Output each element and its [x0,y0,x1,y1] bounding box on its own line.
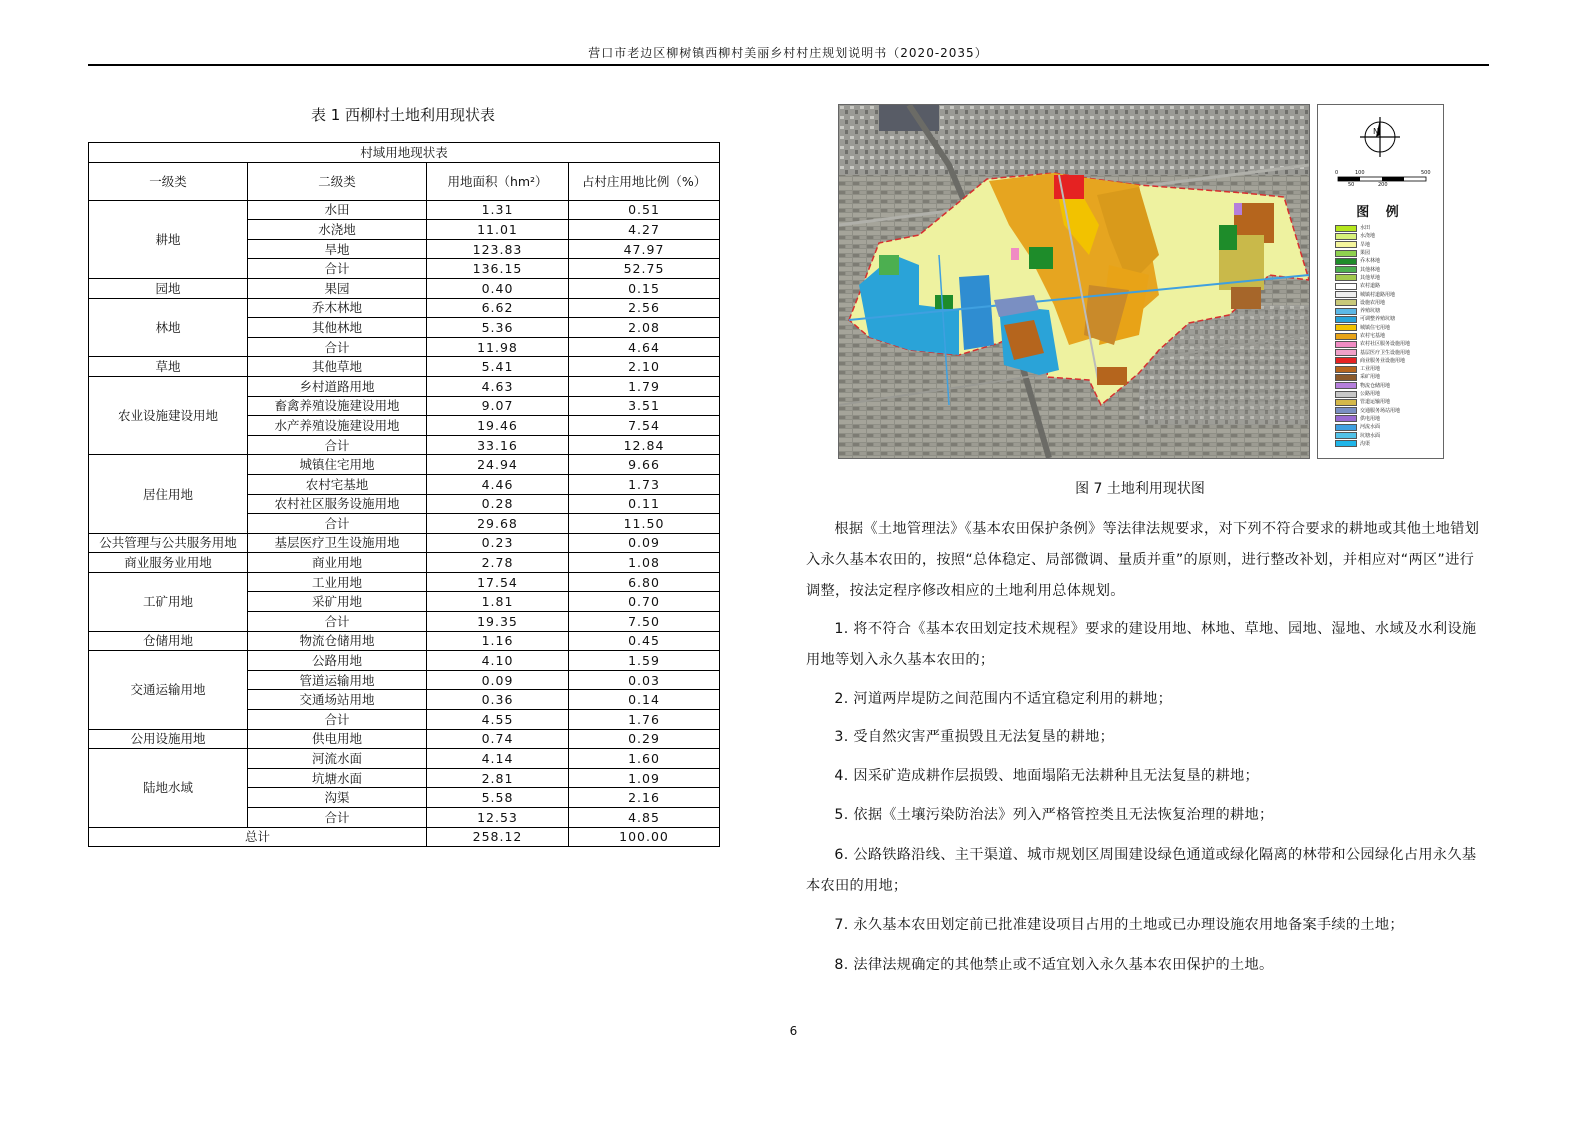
list-item: 3. 受自然灾害严重损毁且无法复垦的耕地； [834,729,1115,745]
legend-item [1335,340,1441,348]
ratio-cell: 1.60 [569,749,720,769]
legend-item [1335,332,1441,340]
legend-item [1335,357,1441,365]
ratio-cell: 2.10 [569,357,720,377]
secondary-category-cell: 商业用地 [248,553,427,573]
ratio-cell: 12.84 [569,435,720,455]
area-cell: 1.16 [427,631,569,651]
legend-label: 水田 [1360,225,1371,232]
legend-label: 旱地 [1360,241,1371,248]
legend-item [1335,299,1441,307]
table-caption: 表 1 西柳村土地利用现状表 [310,106,496,124]
primary-category-cell: 工矿用地 [89,572,248,631]
area-cell: 4.14 [427,749,569,769]
ratio-cell: 52.75 [569,259,720,279]
legend-swatch [1335,341,1357,348]
legend-label: 基层医疗卫生设施用地 [1360,349,1411,356]
table-row [89,533,720,553]
secondary-category-cell: 旱地 [248,239,427,259]
area-cell: 5.36 [427,318,569,338]
legend-label: 公路用地 [1360,391,1381,398]
list-item: 6. 公路铁路沿线、主干渠道、城市规划区周围建设绿色通道或绿化隔离的林带和公园绿化占用永久基本农田的用地； [806,847,1477,894]
legend-item [1335,232,1441,240]
legend-label: 沟渠 [1360,440,1371,447]
legend-label: 农村社区服务设施用地 [1360,341,1411,348]
area-cell: 0.23 [427,533,569,553]
legend-swatch [1335,357,1357,364]
legend-label: 其他林地 [1360,266,1381,273]
primary-category-cell: 农业设施建设用地 [89,376,248,454]
ratio-cell: 4.27 [569,220,720,240]
ratio-cell: 47.97 [569,239,720,259]
secondary-category-cell: 其他林地 [248,318,427,338]
legend-label: 供电用地 [1360,415,1381,422]
legend-swatch [1335,382,1357,389]
primary-category-cell: 公用设施用地 [89,729,248,749]
ratio-cell: 1.73 [569,474,720,494]
area-cell: 5.41 [427,357,569,377]
area-cell: 17.54 [427,572,569,592]
secondary-category-cell: 水浇地 [248,220,427,240]
ratio-cell: 0.09 [569,533,720,553]
ratio-cell: 0.51 [569,200,720,220]
secondary-category-cell: 合计 [248,259,427,279]
secondary-category-cell: 农村社区服务设施用地 [248,494,427,514]
ratio-cell: 0.11 [569,494,720,514]
secondary-category-cell: 交通场站用地 [248,690,427,710]
legend-swatch [1335,391,1357,398]
ratio-cell: 2.16 [569,788,720,808]
legend-label: 农村道路 [1360,283,1381,290]
area-cell: 2.78 [427,553,569,573]
table-row [89,729,720,749]
legend-swatch [1335,399,1357,406]
legend-item [1335,274,1441,282]
legend-item [1335,373,1441,381]
legend-item [1335,382,1441,390]
secondary-category-cell: 公路用地 [248,651,427,671]
primary-category-cell: 仓储用地 [89,631,248,651]
area-cell: 6.62 [427,298,569,318]
legend-label: 乔木林地 [1360,258,1381,265]
area-cell: 29.68 [427,514,569,534]
area-cell: 19.46 [427,416,569,436]
legend-label: 城镇村道路用地 [1360,291,1396,298]
ratio-cell: 2.08 [569,318,720,338]
table-total-row [89,827,720,847]
legend-label: 交通服务场站用地 [1360,407,1401,414]
table-header-row [89,162,720,200]
legend-swatch [1335,424,1357,431]
table-section-title: 村域用地现状表 [89,143,720,163]
scale-label: 0 [1335,170,1339,176]
list-item: 4. 因采矿造成耕作层损毁、地面塌陷无法耕种且无法复垦的耕地； [834,768,1259,784]
secondary-category-cell: 果园 [248,278,427,298]
total-ratio-cell: 100.00 [569,827,720,847]
legend-swatch [1335,349,1357,356]
ratio-cell: 1.09 [569,768,720,788]
secondary-category-cell: 采矿用地 [248,592,427,612]
legend-item [1335,365,1441,373]
list-item: 1. 将不符合《基本农田划定技术规程》要求的建设用地、林地、草地、园地、湿地、水域及水利设施用地等划入永久基本农田的； [806,621,1477,668]
secondary-category-cell: 合计 [248,808,427,828]
legend-item [1335,324,1441,332]
area-cell: 2.81 [427,768,569,788]
legend-label: 工业用地 [1360,366,1381,373]
primary-category-cell: 耕地 [89,200,248,278]
legend-swatch [1335,366,1357,373]
legend-item [1335,307,1441,315]
secondary-category-cell: 合计 [248,612,427,632]
legend-title: 图 例 [1356,205,1405,220]
legend-swatch [1335,432,1357,439]
figure-caption: 图 7 土地利用现状图 [1075,481,1205,497]
legend-swatch [1335,324,1357,331]
primary-category-cell: 林地 [89,298,248,357]
list-item: 8. 法律法规确定的其他禁止或不适宜划入永久基本农田保护的土地。 [834,957,1274,973]
area-cell: 123.83 [427,239,569,259]
secondary-category-cell: 乡村道路用地 [248,376,427,396]
header-divider [88,64,1489,66]
ratio-cell: 0.45 [569,631,720,651]
ratio-cell: 0.15 [569,278,720,298]
land-use-map-image [839,105,1309,458]
table-section-row [89,143,720,163]
ratio-cell: 1.76 [569,710,720,730]
secondary-category-cell: 农村宅基地 [248,474,427,494]
legend-label: 养殖坑塘 [1360,308,1381,315]
legend-item [1335,431,1441,439]
secondary-category-cell: 供电用地 [248,729,427,749]
legend-item [1335,315,1441,323]
list-item: 5. 依据《土壤污染防治法》列入严格管控类且无法恢复治理的耕地； [834,807,1274,823]
ratio-cell: 9.66 [569,455,720,475]
secondary-category-cell: 合计 [248,710,427,730]
table-row [89,278,720,298]
list-item: 7. 永久基本农田划定前已批准建设项目占用的土地或已办理设施农用地备案手续的土地； [834,917,1404,933]
area-cell: 0.09 [427,670,569,690]
legend-swatch [1335,283,1357,290]
page-number: 6 [789,1024,798,1038]
legend-item [1335,423,1441,431]
secondary-category-cell: 河流水面 [248,749,427,769]
area-cell: 0.28 [427,494,569,514]
legend-label: 城镇住宅用地 [1360,324,1391,331]
area-cell: 0.36 [427,690,569,710]
ratio-cell: 4.85 [569,808,720,828]
legend-swatch [1335,274,1357,281]
area-cell: 5.58 [427,788,569,808]
column-header: 一级类 [89,162,248,200]
secondary-category-cell: 工业用地 [248,572,427,592]
legend-item [1335,415,1441,423]
area-cell: 19.35 [427,612,569,632]
primary-category-cell: 居住用地 [89,455,248,533]
legend-swatch [1335,258,1357,265]
legend-list [1335,224,1441,448]
secondary-category-cell: 沟渠 [248,788,427,808]
area-cell: 4.63 [427,376,569,396]
ratio-cell: 0.29 [569,729,720,749]
area-cell: 4.55 [427,710,569,730]
primary-category-cell: 园地 [89,278,248,298]
ratio-cell: 0.14 [569,690,720,710]
table-row [89,357,720,377]
area-cell: 0.40 [427,278,569,298]
legend-label: 可调整养殖坑塘 [1360,316,1396,323]
secondary-category-cell: 合计 [248,337,427,357]
secondary-category-cell: 物流仓储用地 [248,631,427,651]
area-cell: 9.07 [427,396,569,416]
legend-label: 坑塘水面 [1360,432,1381,439]
primary-category-cell: 陆地水域 [89,749,248,827]
legend-label: 河流水面 [1360,424,1381,431]
legend-swatch [1335,308,1357,315]
legend-swatch [1335,333,1357,340]
legend-label: 农村宅基地 [1360,333,1386,339]
area-cell: 11.01 [427,220,569,240]
table-row [89,376,720,396]
ratio-cell: 4.64 [569,337,720,357]
legend-label: 果园 [1360,250,1371,257]
area-cell: 1.31 [427,200,569,220]
legend-label: 其他草地 [1360,274,1381,281]
body-paragraph: 根据《土地管理法》《基本农田保护条例》等法律法规要求，对下列不符合要求的耕地或其他土地错划入永久基本农田的，按照“总体稳定、局部微调、量质并重”的原则，进行整改补划，并相应对“两区”进行调整，按法定程序修改相应的土地利用总体规划。 [806,521,1480,599]
legend-item [1335,348,1441,356]
legend-label: 设施农用地 [1360,299,1386,306]
map-legend [1317,104,1444,459]
secondary-category-cell: 其他草地 [248,357,427,377]
secondary-category-cell: 合计 [248,514,427,534]
secondary-category-cell: 乔木林地 [248,298,427,318]
column-header: 二级类 [248,162,427,200]
secondary-category-cell: 水田 [248,200,427,220]
area-cell: 136.15 [427,259,569,279]
table-row [89,298,720,318]
list-item: 2. 河道两岸堤防之间范围内不适宜稳定利用的耕地； [834,691,1173,707]
total-area-cell: 258.12 [427,827,569,847]
scale-label: 50 [1348,182,1355,188]
legend-label: 物流仓储用地 [1360,382,1391,389]
secondary-category-cell: 合计 [248,435,427,455]
page-header: 营口市老边区柳树镇西柳村美丽乡村村庄规划说明书（2020-2035） [588,46,988,60]
area-cell: 24.94 [427,455,569,475]
secondary-category-cell: 水产养殖设施建设用地 [248,416,427,436]
legend-swatch [1335,299,1357,306]
secondary-category-cell: 基层医疗卫生设施用地 [248,533,427,553]
legend-swatch [1335,233,1357,240]
table-row [89,631,720,651]
secondary-category-cell: 坑塘水面 [248,768,427,788]
primary-category-cell: 商业服务业用地 [89,553,248,573]
primary-category-cell: 草地 [89,357,248,377]
legend-swatch [1335,407,1357,414]
legend-swatch [1335,291,1357,298]
scale-label: 200 [1378,182,1388,188]
legend-item [1335,390,1441,398]
legend-swatch [1335,225,1357,232]
table-row [89,572,720,592]
ratio-cell: 6.80 [569,572,720,592]
legend-swatch [1335,415,1357,422]
secondary-category-cell: 城镇住宅用地 [248,455,427,475]
area-cell: 0.74 [427,729,569,749]
legend-item [1335,257,1441,265]
area-cell: 1.81 [427,592,569,612]
legend-label: 水浇地 [1360,233,1376,240]
land-use-map [838,104,1310,459]
column-header: 用地面积（hm²） [427,162,569,200]
ratio-cell: 0.03 [569,670,720,690]
legend-item [1335,407,1441,415]
area-cell: 11.98 [427,337,569,357]
legend-swatch [1335,266,1357,273]
legend-item [1335,241,1441,249]
ratio-cell: 7.50 [569,612,720,632]
legend-item [1335,290,1441,298]
table-row [89,749,720,769]
legend-item [1335,265,1441,273]
secondary-category-cell: 管道运输用地 [248,670,427,690]
legend-item [1335,249,1441,257]
secondary-category-cell: 畜禽养殖设施建设用地 [248,396,427,416]
legend-label: 管道运输用地 [1360,399,1391,406]
ratio-cell: 7.54 [569,416,720,436]
ratio-cell: 3.51 [569,396,720,416]
scale-label: 500 [1421,170,1431,176]
table-row [89,553,720,573]
column-header: 占村庄用地比例（%） [569,162,720,200]
primary-category-cell: 交通运输用地 [89,651,248,729]
area-cell: 4.46 [427,474,569,494]
legend-swatch [1335,440,1357,447]
legend-swatch [1335,374,1357,381]
ratio-cell: 2.56 [569,298,720,318]
table-row [89,651,720,671]
land-use-table [88,142,720,847]
ratio-cell: 11.50 [569,514,720,534]
legend-swatch [1335,241,1357,248]
legend-label: 商业服务业设施用地 [1360,357,1406,364]
ratio-cell: 1.79 [569,376,720,396]
ratio-cell: 1.08 [569,553,720,573]
area-cell: 4.10 [427,651,569,671]
compass-north-label: N [1373,127,1379,136]
legend-swatch [1335,250,1357,257]
ratio-cell: 0.70 [569,592,720,612]
area-cell: 33.16 [427,435,569,455]
legend-item [1335,398,1441,406]
table-row [89,200,720,220]
table-row [89,455,720,475]
scale-label: 100 [1355,170,1365,176]
primary-category-cell: 公共管理与公共服务用地 [89,533,248,553]
area-cell: 12.53 [427,808,569,828]
legend-swatch [1335,316,1357,323]
ratio-cell: 1.59 [569,651,720,671]
legend-label: 采矿用地 [1360,374,1381,381]
legend-item [1335,440,1441,448]
legend-item [1335,224,1441,232]
legend-item [1335,282,1441,290]
total-label-cell: 总计 [89,827,427,847]
